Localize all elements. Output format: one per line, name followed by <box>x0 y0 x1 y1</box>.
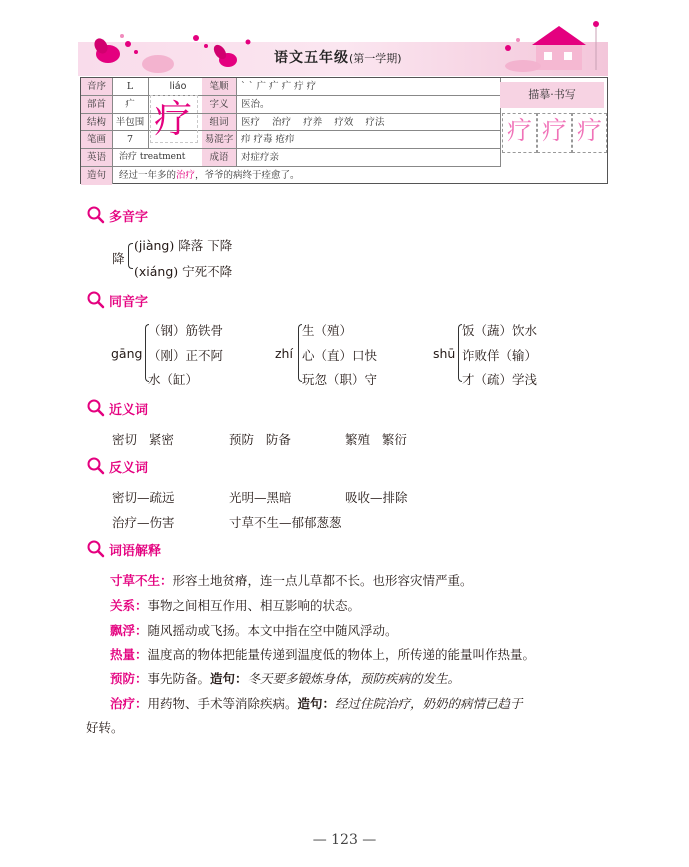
section-antonyms <box>86 455 148 477</box>
definition-item: 热量：温度高的物体把能量传递到温度低的物体上，所传递的能量叫作热量。 <box>110 647 536 662</box>
section-title: 反义词 <box>109 460 149 476</box>
section-title: 词语解释 <box>109 543 162 559</box>
example-sentence: 经过一年多的治疗，爷爷的病终于痊愈了。 <box>119 170 300 181</box>
english: 治疗 treatment <box>119 152 186 163</box>
homophone-word: 水（缸） <box>148 372 199 387</box>
homophone-word: （刚）正不阿 <box>148 348 224 363</box>
homophone-pinyin: gāng <box>111 346 143 361</box>
antonym-pair: 寸草不生—郁郁葱葱 <box>229 515 342 530</box>
synonym-pair: 预防 防备 <box>229 432 291 447</box>
brace <box>128 243 133 269</box>
flower-decoration-icon <box>78 24 268 74</box>
polyphone-reading: (jiàng) 降落 下降 <box>134 238 233 253</box>
homophone-word: 心（直）口快 <box>302 348 378 363</box>
section-synonyms <box>86 397 148 419</box>
pinyin: liáo <box>169 81 187 92</box>
definition-item: 关系：事物之间相互作用、相互影响的状态。 <box>110 598 361 613</box>
synonym-pair: 密切 紧密 <box>112 432 174 447</box>
antonym-pair: 吸收—排除 <box>345 490 408 505</box>
label-english: 英语 <box>81 149 112 166</box>
section-polyphone <box>86 204 148 226</box>
section-homophone <box>86 289 148 311</box>
homophone-word: 饭（蔬）饮水 <box>462 323 538 338</box>
section-title: 多音字 <box>109 209 149 225</box>
magnifier-icon <box>86 290 106 310</box>
magnifier-icon <box>86 456 106 476</box>
homophone-word: 才（疏）学浅 <box>462 372 538 387</box>
main-character: 疗 <box>154 97 193 141</box>
label-pinyin-initial: 音序 <box>81 78 112 95</box>
synonym-pair: 繁殖 繁衍 <box>345 432 407 447</box>
stroke-count: 7 <box>126 134 134 146</box>
antonym-pair: 治疗—伤害 <box>112 515 175 530</box>
label-sentence: 造句 <box>81 167 112 185</box>
label-meaning: 字义 <box>202 96 236 113</box>
definition-item: 飘浮：随风摇动或飞扬。本文中指在空中随风浮动。 <box>110 623 398 638</box>
homophone-word: 玩忽（职）守 <box>302 372 378 387</box>
label-words: 组词 <box>202 114 236 131</box>
label-confusable: 易混字 <box>202 131 236 148</box>
polyphone-reading: (xiáng) 宁死不降 <box>134 264 233 279</box>
label-structure: 结构 <box>81 114 112 131</box>
meaning: 医治。 <box>241 98 270 110</box>
antonym-pair: 密切—疏远 <box>112 490 175 505</box>
label-radical: 部首 <box>81 96 112 113</box>
definition-item: 预防：事先防备。造句：冬天要多锻炼身体，预防疾病的发生。 <box>110 671 461 686</box>
definition-item: 寸草不生：形容土地贫瘠，连一点儿草都不长。也形容灾情严重。 <box>110 573 473 588</box>
trace-character: 疗 <box>541 116 567 145</box>
homophone-word: 诈败佯（输） <box>462 348 538 363</box>
polyphone-char: 降 <box>112 251 125 266</box>
house-decoration-icon <box>488 14 608 74</box>
radical: 疒 <box>125 98 135 110</box>
label-strokes: 笔画 <box>81 131 112 148</box>
trace-character: 疗 <box>576 116 602 145</box>
section-title: 同音字 <box>109 294 149 310</box>
label-idiom: 成语 <box>202 149 236 166</box>
trace-character: 疗 <box>506 116 532 145</box>
definition-item: 治疗：用药物、手术等消除疾病。造句：经过住院治疗，奶奶的病情已趋于 <box>110 696 523 711</box>
idiom: 对症疗亲 <box>241 152 280 164</box>
stroke-order: ` ˋ 广 疒 疒 疔 疗 <box>241 81 317 92</box>
copy-practice-label: 描摹·书写 <box>500 82 604 108</box>
antonym-pair: 光明—黑暗 <box>229 490 292 505</box>
words: 医疗 治疗 疗养 疗效 疗法 <box>241 116 385 128</box>
homophone-pinyin: shū <box>433 346 456 361</box>
homophone-pinyin: zhí <box>275 346 293 361</box>
confusable: 疖 疗毒 疮疖 <box>241 134 295 146</box>
section-title: 近义词 <box>109 402 149 418</box>
homophone-word: 生（殖） <box>302 323 353 338</box>
pinyin-initial: L <box>126 81 134 92</box>
magnifier-icon <box>86 398 106 418</box>
magnifier-icon <box>86 539 106 559</box>
magnifier-icon <box>86 205 106 225</box>
label-stroke-order: 笔顺 <box>202 78 236 95</box>
page-banner <box>78 14 608 74</box>
page-title: 语文五年级(第一学期) <box>274 50 402 66</box>
structure: 半包围 <box>115 116 145 128</box>
definition-continuation: 好转。 <box>86 720 124 735</box>
section-definitions <box>86 538 161 560</box>
page-number: — 123 — <box>312 832 377 848</box>
homophone-word: （钢）筋铁骨 <box>148 323 224 338</box>
